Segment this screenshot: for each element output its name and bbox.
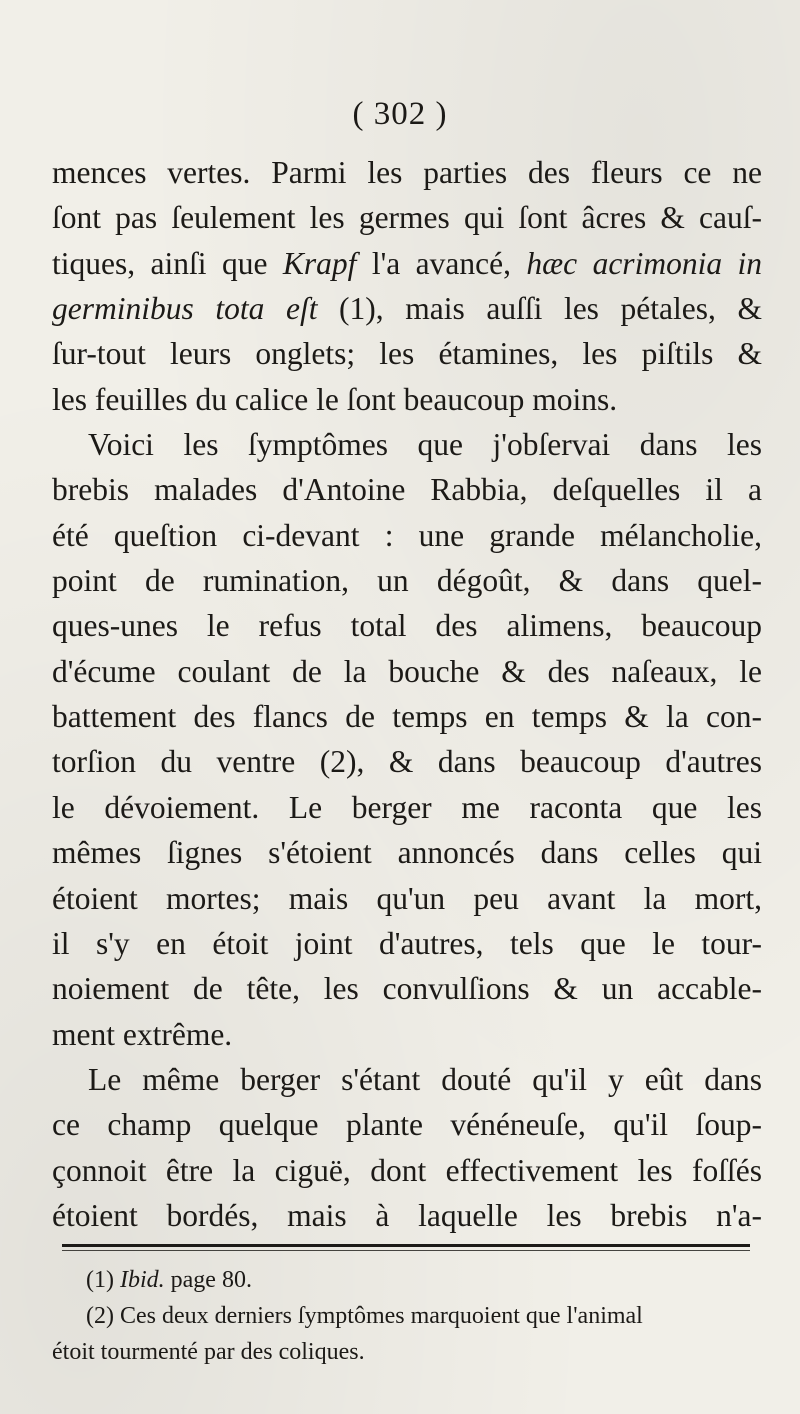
text-line (52, 1193, 762, 1238)
text-line (52, 1012, 762, 1057)
text-segment: (1), mais auſſi les pétales, & (317, 291, 762, 327)
text-line (52, 286, 762, 331)
footnote-line (52, 1334, 782, 1370)
footnote-line (52, 1262, 782, 1298)
text-segment: ment extrême. (52, 1016, 233, 1052)
text-segment: çonnoit être la ciguë, dont effectivement les foſſés (52, 1152, 762, 1188)
text-segment: étoient bordés, mais à laquelle les brebis n'a- (52, 1197, 762, 1233)
body-text (52, 150, 762, 1238)
text-line (52, 876, 762, 921)
text-line (52, 513, 762, 558)
italic-text: hæc acrimonia in (526, 245, 762, 281)
text-segment: mences vertes. Parmi les parties des fleurs ce ne (52, 155, 762, 190)
text-line (52, 150, 762, 195)
text-line (52, 739, 762, 784)
text-segment: ſur-tout leurs onglets; les étamines, les piſtils & (52, 336, 762, 372)
text-segment: les feuilles du calice le ſont beaucoup moins. (52, 381, 618, 417)
text-line (52, 1148, 762, 1193)
text-segment: étoit tourmenté par des coliques. (52, 1339, 365, 1365)
text-segment: battement des flancs de temps en temps & la con- (52, 699, 762, 735)
text-line (52, 1102, 762, 1147)
text-segment: page 80. (164, 1267, 252, 1293)
text-segment: brebis malades d'Antoine Rabbia, deſquelles il a (52, 472, 762, 508)
text-segment: d'écume coulant de la bouche & des naſeaux, le (52, 653, 762, 689)
text-segment: noiement de tête, les convulſions & un accable- (52, 971, 762, 1007)
footnote-line (52, 1298, 782, 1334)
text-line (52, 603, 762, 648)
text-segment: torſion du ventre (2), & dans beaucoup d'autres (52, 744, 762, 780)
text-segment: Le même berger s'étant douté qu'il y eût dans (88, 1061, 762, 1097)
text-line (52, 1057, 762, 1102)
text-line (52, 558, 762, 603)
text-segment: (2) Ces deux derniers ſymptômes marquoient que l'animal (86, 1303, 643, 1329)
text-line (52, 694, 762, 739)
text-line (52, 785, 762, 830)
italic-text: Krapf (282, 245, 357, 281)
text-segment: mêmes ſignes s'étoient annoncés dans celles qui (52, 835, 762, 871)
text-line (52, 467, 762, 512)
text-segment: ques-unes le refus total des alimens, beaucoup (52, 608, 762, 644)
footnote-separator-thin (62, 1250, 750, 1251)
text-segment: tiques, ainſi que (52, 245, 283, 281)
page-number: ( 302 ) (352, 96, 448, 132)
italic-text: germinibus tota eſt (52, 291, 318, 327)
text-segment: Voici les ſymptômes que j'obſervai dans les (88, 427, 762, 463)
text-line (52, 921, 762, 966)
text-line (52, 377, 762, 422)
text-segment: ce champ quelque plante vénéneuſe, qu'il ſoup- (52, 1107, 762, 1143)
footnote-separator (62, 1244, 750, 1247)
text-segment: ſont pas ſeulement les germes qui ſont âcres & cauſ- (52, 200, 762, 236)
text-line (52, 966, 762, 1011)
text-line (52, 830, 762, 875)
text-segment: l'a avancé, (356, 245, 527, 281)
text-segment: il s'y en étoit joint d'autres, tels que le tour- (52, 925, 762, 961)
text-line (52, 241, 762, 286)
text-line (52, 649, 762, 694)
text-line (52, 422, 762, 467)
text-segment: (1) (86, 1267, 120, 1293)
italic-text: Ibid. (119, 1267, 165, 1293)
text-segment: été queſtion ci-devant : une grande mélancholie, (52, 517, 762, 553)
text-segment: le dévoiement. Le berger me raconta que les (52, 789, 762, 825)
text-segment: point de rumination, un dégoût, & dans quel- (52, 563, 762, 599)
text-line (52, 195, 762, 240)
text-segment: étoient mortes; mais qu'un peu avant la mort, (52, 880, 762, 916)
footnotes (52, 1262, 782, 1370)
text-line (52, 331, 762, 376)
